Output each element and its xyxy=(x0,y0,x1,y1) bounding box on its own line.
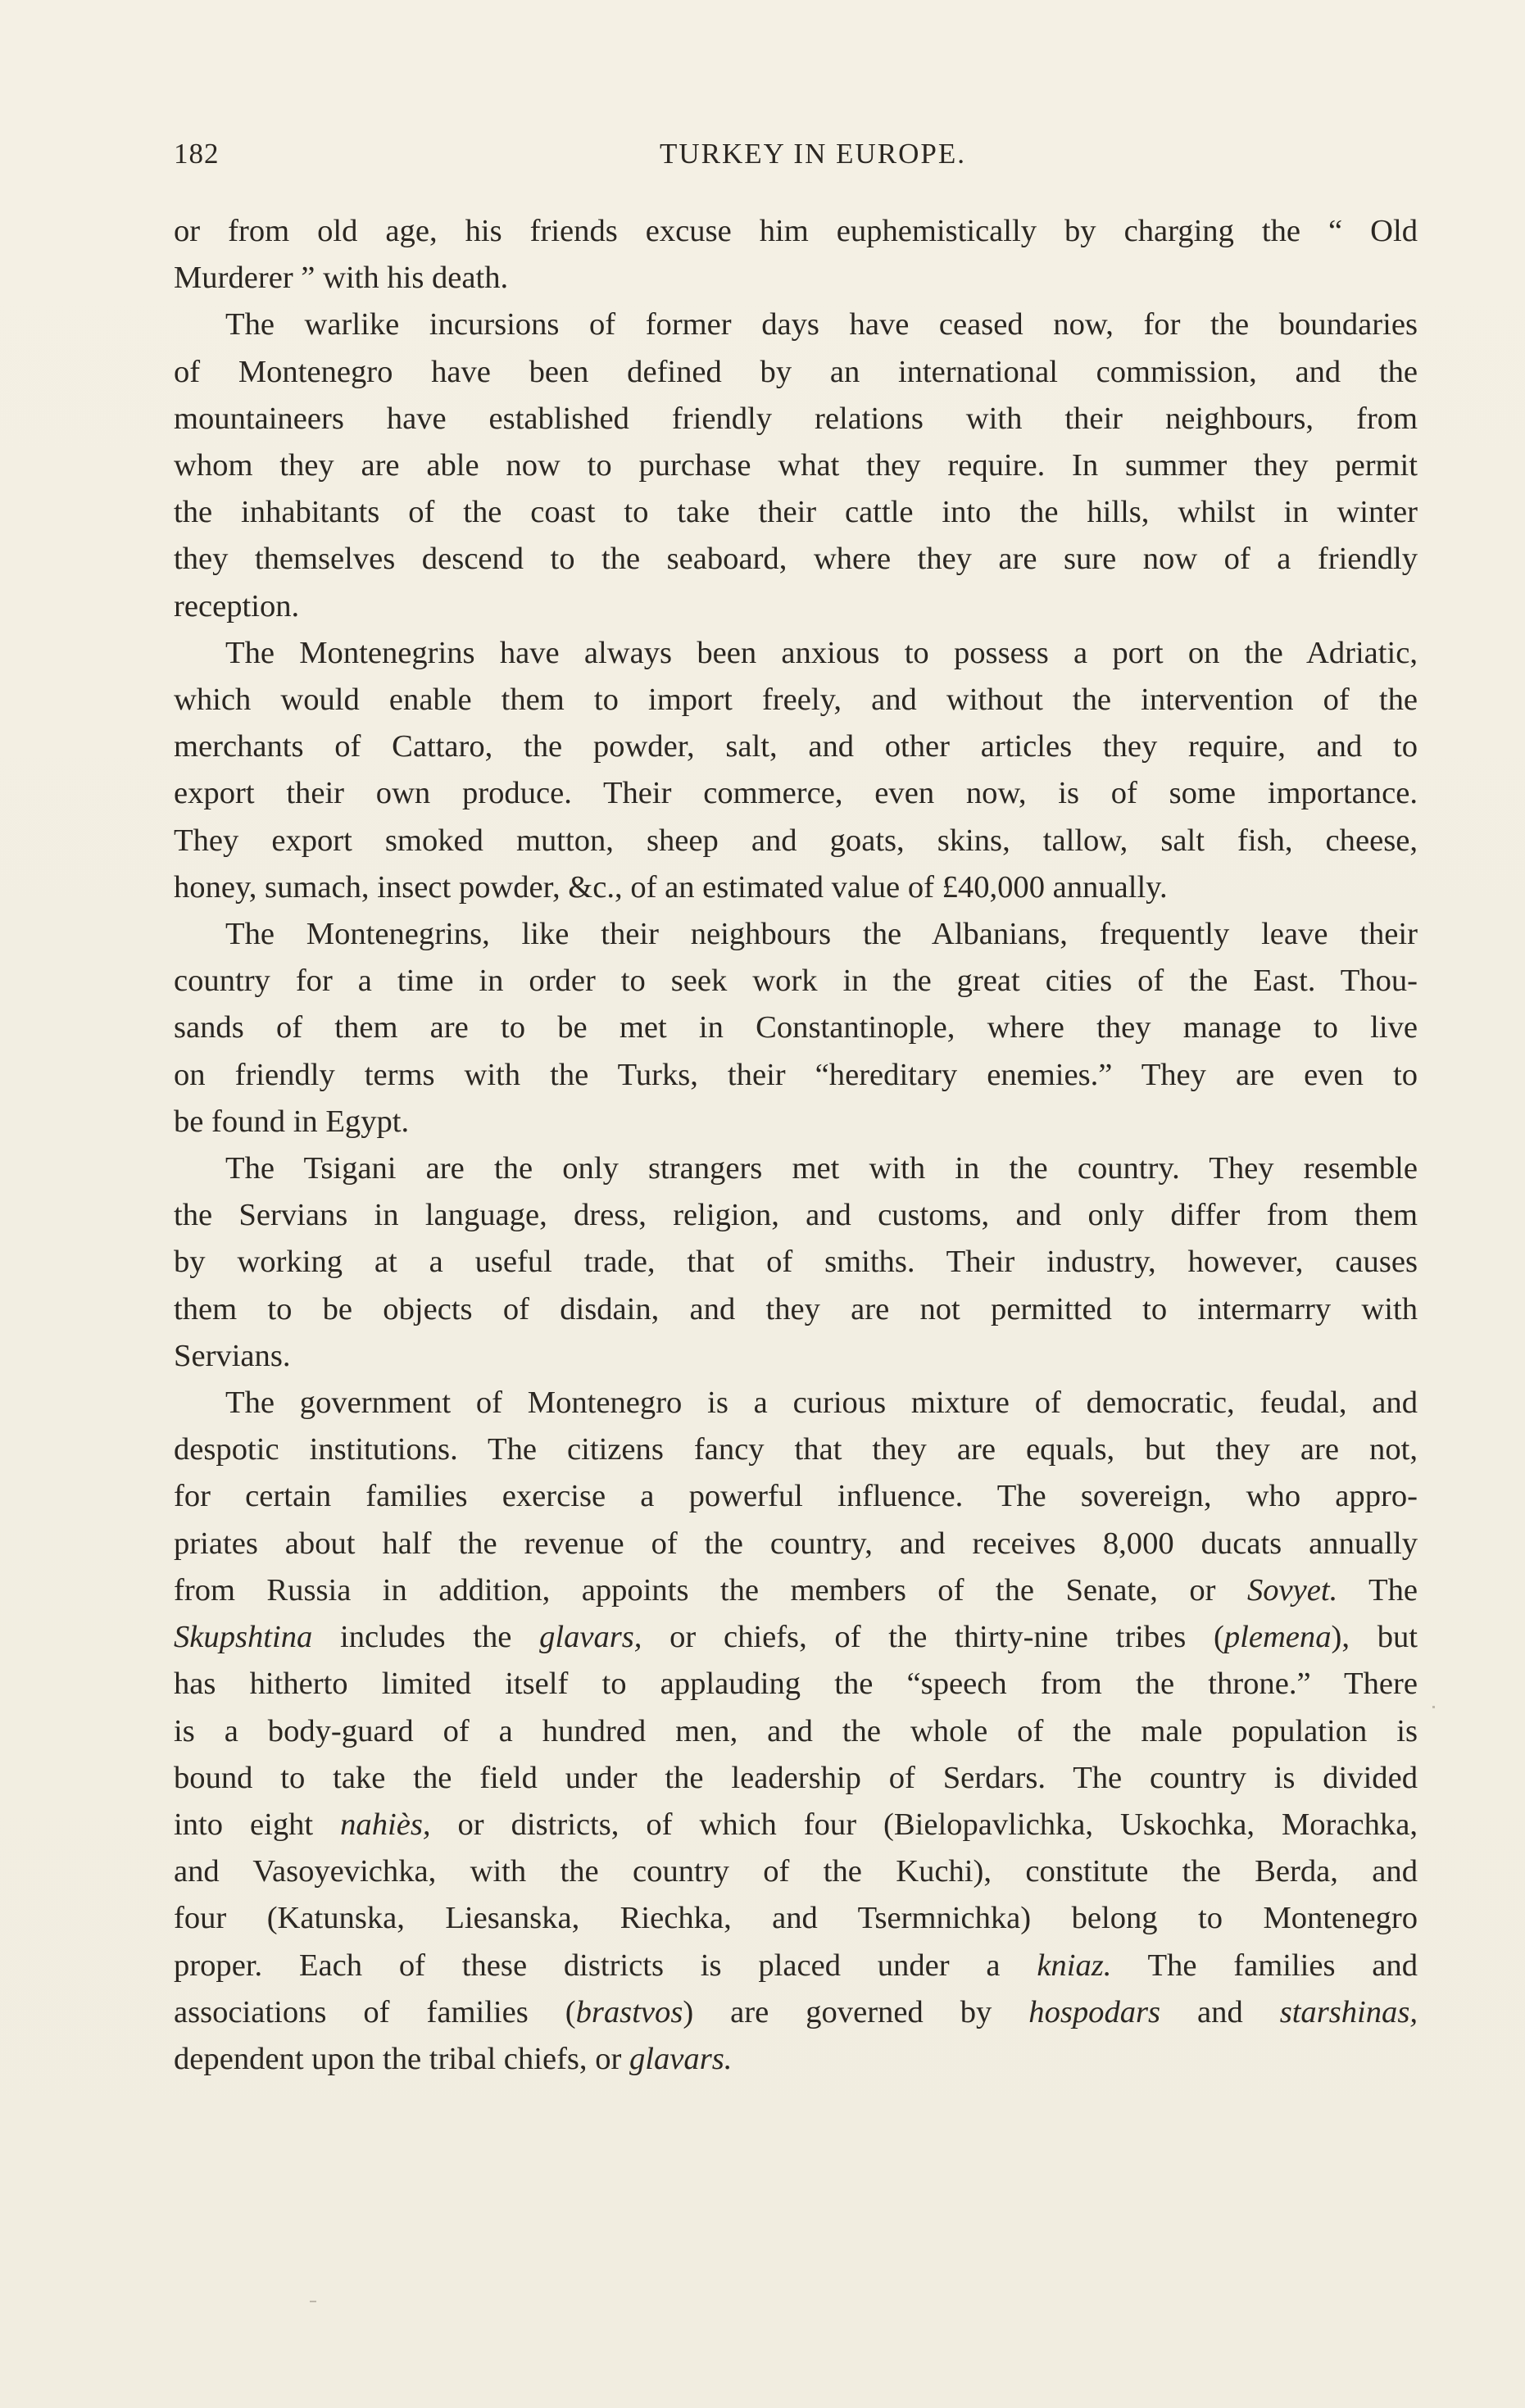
paragraph xyxy=(174,630,1418,911)
paragraph xyxy=(174,1145,1418,1380)
text-line: The Tsigani are the only strangers met with in the country. They resemble xyxy=(225,1151,1418,1186)
paragraph xyxy=(174,911,1418,1145)
text-line: or from old age, his friends excuse him euphemistically by charging the “ Old xyxy=(174,214,1418,248)
text-line: them to be objects of disdain, and they are not permitted to intermarry with xyxy=(174,1291,1418,1326)
text-line: on friendly terms with the Turks, their “hereditary enemies.” They are even to xyxy=(174,1057,1418,1092)
text-line: for certain families exercise a powerful influence. The sovereign, who appro- xyxy=(174,1479,1418,1514)
text-line: sands of them are to be met in Constantinople, where they manage to live xyxy=(174,1010,1418,1045)
text-line: mountaineers have established friendly relations with their neighbours, from xyxy=(174,401,1418,436)
text-line: whom they are able now to purchase what they require. In summer they permit xyxy=(174,448,1418,483)
text-line: and Vasoyevichka, with the country of the Kuchi), constitute the Berda, and xyxy=(174,1854,1418,1889)
text-line: the Servians in language, dress, religion, and customs, and only differ from them xyxy=(174,1198,1418,1233)
text-line: export their own produce. Their commerce, even now, is of some importance. xyxy=(174,776,1418,811)
text-line: four (Katunska, Liesanska, Riechka, and Tsermnichka) belong to Montenegro xyxy=(174,1901,1418,1936)
running-title: TURKEY IN EUROPE. xyxy=(660,138,966,170)
paragraph xyxy=(174,208,1418,302)
text-line: merchants of Cattaro, the powder, salt, and other articles they require, and to xyxy=(174,729,1418,764)
text-line: has hitherto limited itself to applauding the “speech from the throne.” There xyxy=(174,1667,1418,1702)
text-line: proper. Each of these districts is placed under a kniaz. The families and xyxy=(174,1948,1418,1983)
text-line: from Russia in addition, appoints the members of the Senate, or Sovyet. The xyxy=(174,1572,1418,1608)
text-line: be found in Egypt. xyxy=(174,1104,410,1139)
text-line: by working at a useful trade, that of smiths. Their industry, however, causes xyxy=(174,1245,1418,1280)
paragraph xyxy=(174,1380,1418,2083)
body-text xyxy=(174,208,1418,2083)
text-line: The warlike incursions of former days have ceased now, for the boundaries xyxy=(225,307,1418,342)
text-line: bound to take the field under the leadership of Serdars. The country is divided xyxy=(174,1760,1418,1795)
text-line: into eight nahiès, or districts, of which four (Bielopavlichka, Uskochka, Morachka, xyxy=(174,1807,1418,1842)
text-line: country for a time in order to seek work in the great cities of the East. Thou- xyxy=(174,964,1418,999)
text-line: reception. xyxy=(174,588,300,624)
text-line: Skupshtina includes the glavars, or chiefs, of the thirty-nine tribes (plemena), but xyxy=(174,1620,1418,1655)
text-line: associations of families (brastvos) are governed by hospodars and starshinas, xyxy=(174,1994,1418,2029)
text-line: honey, sumach, insect powder, &c., of an estimated value of £40,000 annually. xyxy=(174,869,1168,905)
text-line: The government of Montenegro is a curious mixture of democratic, feudal, and xyxy=(225,1385,1418,1421)
text-line: of Montenegro have been defined by an international commission, and the xyxy=(174,354,1418,389)
text-line: dependent upon the tribal chiefs, or glavars. xyxy=(174,2041,733,2076)
text-line: which would enable them to import freely, and without the intervention of the xyxy=(174,682,1418,718)
text-line: despotic institutions. The citizens fancy that they are equals, but they are not, xyxy=(174,1432,1418,1467)
paragraph xyxy=(174,302,1418,629)
text-line: they themselves descend to the seaboard, where they are sure now of a friendly xyxy=(174,542,1418,577)
margin-speck xyxy=(310,2301,316,2302)
margin-speck xyxy=(1432,1706,1435,1708)
text-line: priates about half the revenue of the country, and receives 8,000 ducats annually xyxy=(174,1526,1418,1561)
text-line: The Montenegrins, like their neighbours the Albanians, frequently leave their xyxy=(225,917,1418,952)
text-line: the inhabitants of the coast to take their cattle into the hills, whilst in winter xyxy=(174,495,1418,530)
text-line: Servians. xyxy=(174,1338,291,1373)
page-number: 182 xyxy=(174,138,220,170)
running-head xyxy=(174,138,1419,174)
text-line: is a body-guard of a hundred men, and the whole of the male population is xyxy=(174,1713,1418,1748)
text-line: Murderer ” with his death. xyxy=(174,261,509,296)
text-line: They export smoked mutton, sheep and goats, skins, tallow, salt fish, cheese, xyxy=(174,823,1418,858)
text-line: The Montenegrins have always been anxious to possess a port on the Adriatic, xyxy=(225,635,1418,670)
